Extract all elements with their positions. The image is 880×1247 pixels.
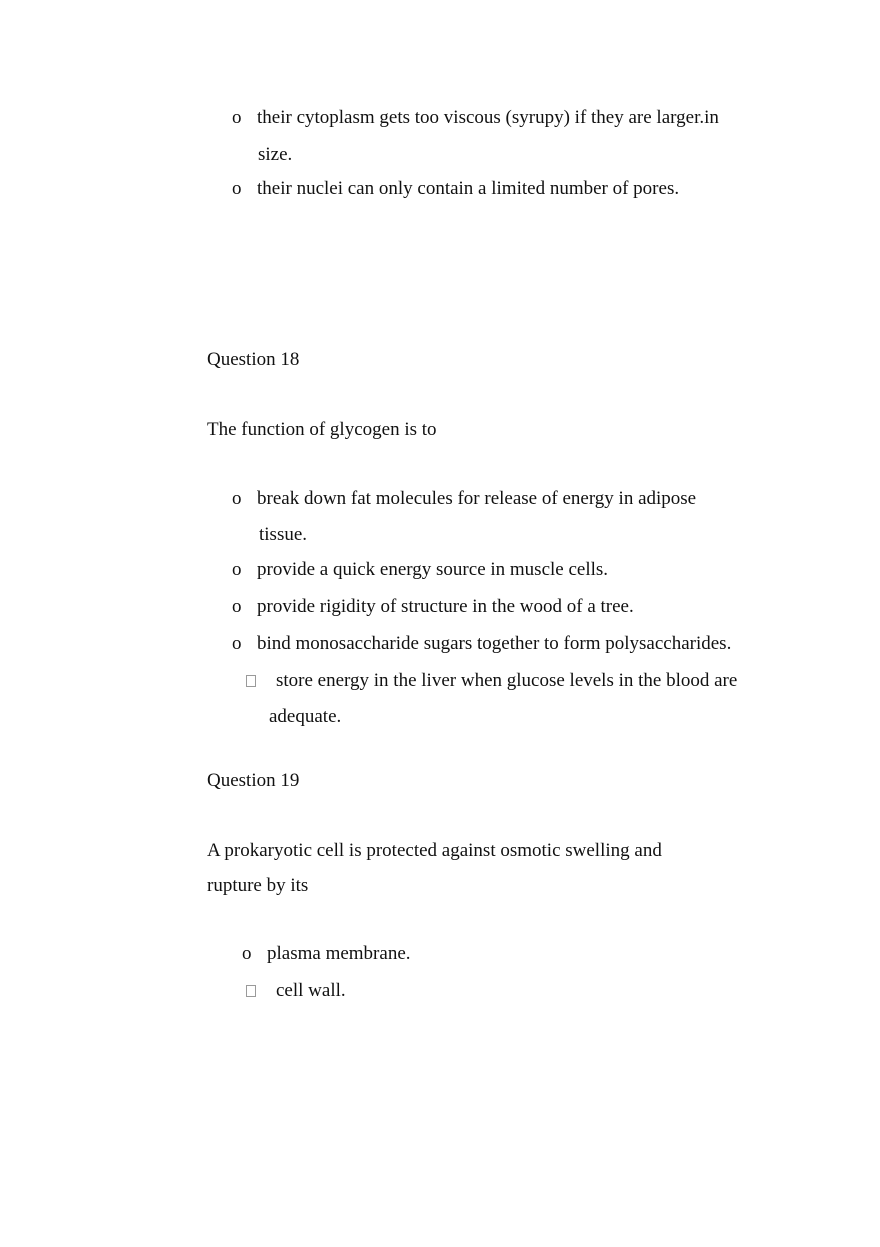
option-marker: o — [232, 178, 242, 199]
question-prompt: The function of glycogen is to — [207, 419, 437, 440]
option-marker: o — [232, 633, 242, 654]
option-text: bind monosaccharide sugars together to form polysaccharides. — [257, 633, 732, 654]
option-text: their cytoplasm gets too viscous (syrupy) if they are larger.in — [257, 107, 719, 128]
option-text: store energy in the liver when glucose levels in the blood are — [276, 670, 738, 691]
option-marker: o — [232, 107, 242, 128]
checkbox-marker-icon — [246, 675, 256, 687]
option-text-cont: adequate. — [269, 706, 342, 727]
option-text: break down fat molecules for release of energy in adipose — [257, 488, 697, 509]
option-marker: o — [232, 488, 242, 509]
option-marker: o — [242, 943, 252, 964]
question-prompt: A prokaryotic cell is protected against osmotic swelling and — [207, 840, 662, 861]
option-text: provide a quick energy source in muscle cells. — [257, 559, 609, 580]
question-prompt-cont: rupture by its — [207, 875, 309, 896]
option-marker: o — [232, 596, 242, 617]
question-heading: Question 18 — [207, 349, 300, 370]
option-text-cont: size. — [258, 144, 293, 165]
option-marker: o — [232, 559, 242, 580]
option-text: their nuclei can only contain a limited number of pores. — [257, 178, 680, 199]
option-text: plasma membrane. — [267, 943, 411, 964]
question-heading: Question 19 — [207, 770, 300, 791]
checkbox-marker-icon — [246, 985, 256, 997]
option-text-cont: tissue. — [259, 524, 308, 545]
option-text: cell wall. — [276, 980, 346, 1001]
option-text: provide rigidity of structure in the wood of a tree. — [257, 596, 634, 617]
